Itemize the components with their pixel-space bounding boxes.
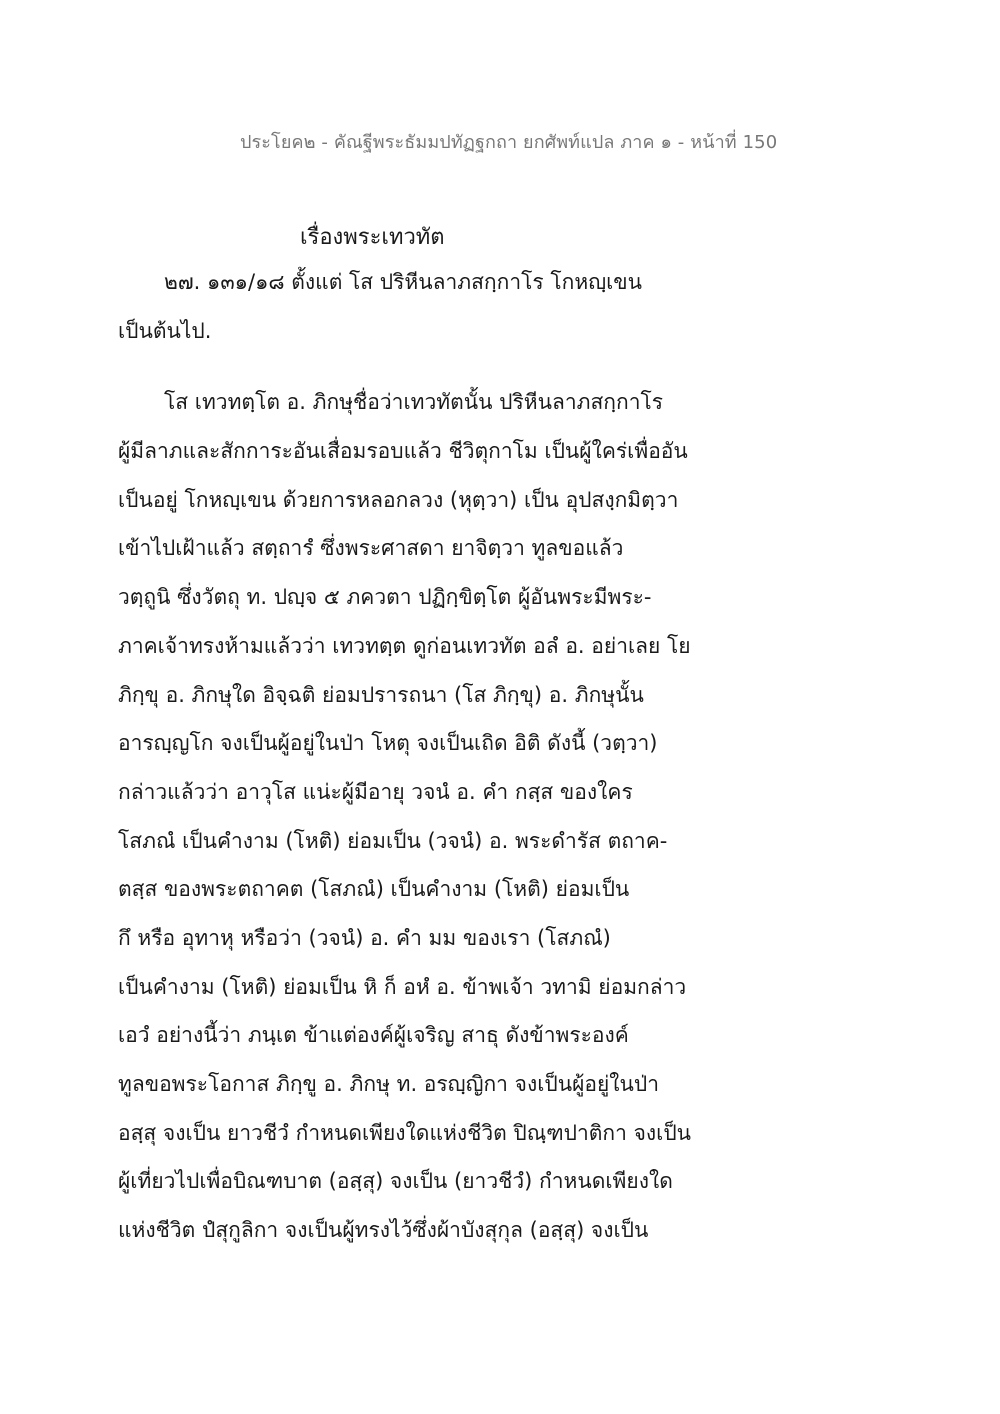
body-line: เป็นคำงาม (โหติ) ย่อมเป็น หิ ก็ อหํ อ. ข้าพเจ้า วทามิ ย่อมกล่าว <box>118 974 687 999</box>
body-line: เอวํ อย่างนี้ว่า ภนฺเต ข้าแต่องค์ผู้เจริญ สาธุ ดังข้าพระองค์ <box>118 1023 629 1048</box>
body-line: กึ หรือ อุทาหุ หรือว่า (วจนํ) อ. คำ มม ของเรา (โสภณํ) <box>118 925 611 950</box>
body-line: วตฺถูนิ ซึ่งวัตถุ ท. ปญฺจ ๕ ภควตา ปฏิกฺขิตฺโต ผู้อันพระมีพระ- <box>118 585 652 610</box>
body-line: เข้าไปเฝ้าแล้ว สตฺถารํ ซึ่งพระศาสดา ยาจิตฺวา ทูลขอแล้ว <box>118 536 624 561</box>
running-header: ประโยค๒ - คัณฐีพระธัมมปทัฏฐกถา ยกศัพท์แปล ภาค ๑ - หน้าที่ 150 <box>240 132 778 153</box>
body-line: เป็นอยู่ โกหญฺเขน ด้วยการหลอกลวง (หุตฺวา) เป็น อุปสงฺกมิตฺวา <box>118 487 679 512</box>
body-line: อสฺสุ จงเป็น ยาวชีวํ กำหนดเพียงใดแห่งชีวิต ปิณฺฑปาติกา จงเป็น <box>118 1120 692 1145</box>
body-line: ผู้มีลาภและสักการะอันเสื่อมรอบแล้ว ชีวิตุกาโม เป็นผู้ใคร่เพื่ออัน <box>118 439 688 464</box>
intro-line: เป็นต้นไป. <box>118 318 212 343</box>
body-line: กล่าวแล้วว่า อาวุโส แน่ะผู้มีอายุ วจนํ อ. คำ กสฺส ของใคร <box>118 779 633 804</box>
story-title: เรื่องพระเทวทัต <box>300 225 445 250</box>
text-body <box>118 265 718 1262</box>
body-line: ทูลขอพระโอกาส ภิกฺขู อ. ภิกษุ ท. อรญฺญิกา จงเป็นผู้อยู่ในป่า <box>118 1072 660 1096</box>
intro-line: ๒๗. ๑๓๑/๑๘ ตั้งแต่ โส ปริหีนลาภสกฺกาโร โกหญฺเขน <box>164 270 642 294</box>
body-line: แห่งชีวิต ปํสุกูลิกา จงเป็นผู้ทรงไว้ซึ่งผ้าบังสุกุล (อสฺสุ) จงเป็น <box>118 1218 649 1243</box>
body-line: อารญฺญโก จงเป็นผู้อยู่ในป่า โหตุ จงเป็นเถิด อิติ ดังนี้ (วตฺวา) <box>118 731 658 756</box>
body-line: โสภณํ เป็นคำงาม (โหติ) ย่อมเป็น (วจนํ) อ. พระดำรัส ตถาค- <box>118 828 668 853</box>
body-line: ภิกฺขุ อ. ภิกษุใด อิจฺฉติ ย่อมปรารถนา (โส ภิกฺขุ) อ. ภิกษุนั้น <box>118 682 644 707</box>
body-line: ตสฺส ของพระตถาคต (โสภณํ) เป็นคำงาม (โหติ) ย่อมเป็น <box>118 877 630 902</box>
body-line: ภาคเจ้าทรงห้ามแล้วว่า เทวทตฺต ดูก่อนเทวทัต อลํ อ. อย่าเลย โย <box>118 633 691 658</box>
body-line: โส เทวทตฺโต อ. ภิกษุชื่อว่าเทวทัตนั้น ปริหีนลาภสกฺกาโร <box>164 390 664 415</box>
body-line: ผู้เที่ยวไปเพื่อบิณฑบาต (อสฺสุ) จงเป็น (ยาวชีวํ) กำหนดเพียงใด <box>118 1169 673 1194</box>
